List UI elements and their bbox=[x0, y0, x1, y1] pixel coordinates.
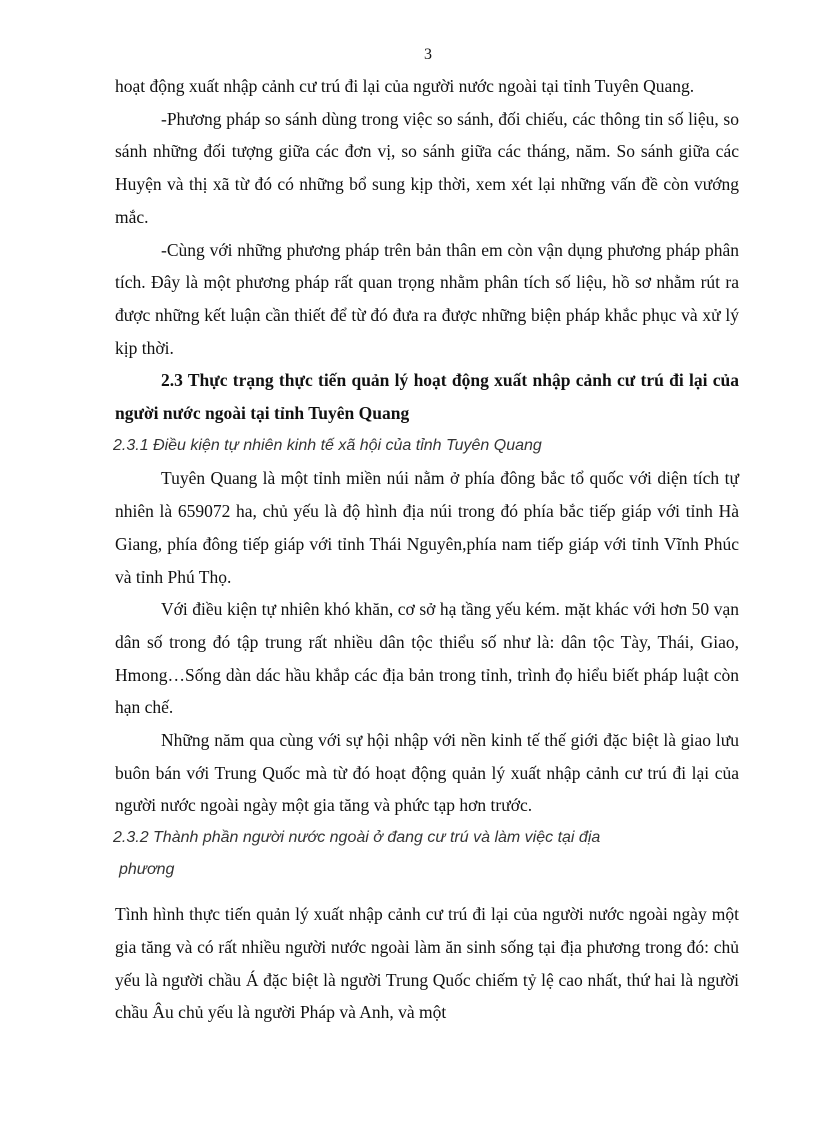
paragraph-comparison-method: -Phương pháp so sánh dùng trong việc so sánh, đối chiếu, các thông tin số liệu, so sánh những đối tượng giữa các đơn vị, so sánh giữa các tháng, năm. So sánh giữa các Huyện và thị xã từ đó có những bổ sung kịp thời, xem xét lại những vấn đề còn vướng mắc. bbox=[115, 108, 739, 227]
paragraph-integration: Những năm qua cùng với sự hội nhập với nền kinh tế thế giới đặc biệt là giao lưu buôn bán với Trung Quốc mà từ đó hoạt động quản lý xuất nhập cảnh cư trú đi lại của người nước ngoài ngày một gia tăng và phức tạp hơn trước. bbox=[115, 730, 739, 816]
document-body bbox=[115, 70, 739, 1029]
section-heading-2-3: 2.3 Thực trạng thực tiến quản lý hoạt động xuất nhập cảnh cư trú đi lại của người nước ngoài tại tỉnh Tuyên Quang bbox=[115, 370, 739, 424]
paragraph-tuyen-quang-geography: Tuyên Quang là một tỉnh miền núi nằm ở phía đông bắc tổ quốc với diện tích tự nhiên là 659072 ha, chủ yếu là độ hình địa núi trong đó phía bắc tiếp giáp với tỉnh Hà Giang, phía đông tiếp giáp với tỉnh Thái Nguyên,phía nam tiếp giáp với tỉnh Vĩnh Phúc và tỉnh Phú Thọ. bbox=[115, 468, 739, 587]
page-number: 3 bbox=[424, 46, 432, 63]
section-heading-2-3-2-continued: phương bbox=[119, 861, 175, 879]
section-heading-2-3-2: 2.3.2 Thành phần người nước ngoài ở đang cư trú và làm việc tại địa bbox=[113, 829, 601, 847]
paragraph-natural-conditions: Với điều kiện tự nhiên khó khăn, cơ sở hạ tầng yếu kém. mặt khác với hơn 50 vạn dân số trong đó tập trung rất nhiều dân tộc thiểu số như là: dân tộc Tày, Thái, Giao, Hmong…Sống dàn dác hầu khắp các địa bản trong tỉnh, trình đọ hiểu biết pháp luật còn hạn chế. bbox=[115, 599, 739, 718]
paragraph-analysis-method: -Cùng với những phương pháp trên bản thân em còn vận dụng phương pháp phân tích. Đây là một phương pháp rất quan trọng nhằm phân tích số liệu, hồ sơ nhằm rút ra được những kết luận cần thiết để từ đó đưa ra được những biện pháp khắc phục và xử lý kịp thời. bbox=[115, 239, 739, 358]
paragraph-foreigner-situation: Tình hình thực tiến quản lý xuất nhập cảnh cư trú đi lại của người nước ngoài ngày một gia tăng và có rất nhiều người nước ngoài làm ăn sinh sống tại địa phương trong đó: chủ yếu là người chầu Á đặc biệt là người Trung Quốc chiếm tỷ lệ cao nhất, thứ hai là người chầu Âu chủ yếu là người Pháp và Anh, và một bbox=[115, 904, 739, 1023]
section-heading-2-3-1: 2.3.1 Điều kiện tự nhiên kinh tế xã hội của tỉnh Tuyên Quang bbox=[113, 436, 542, 454]
paragraph-1: hoạt động xuất nhập cảnh cư trú đi lại của người nước ngoài tại tỉnh Tuyên Quang. bbox=[115, 76, 695, 96]
